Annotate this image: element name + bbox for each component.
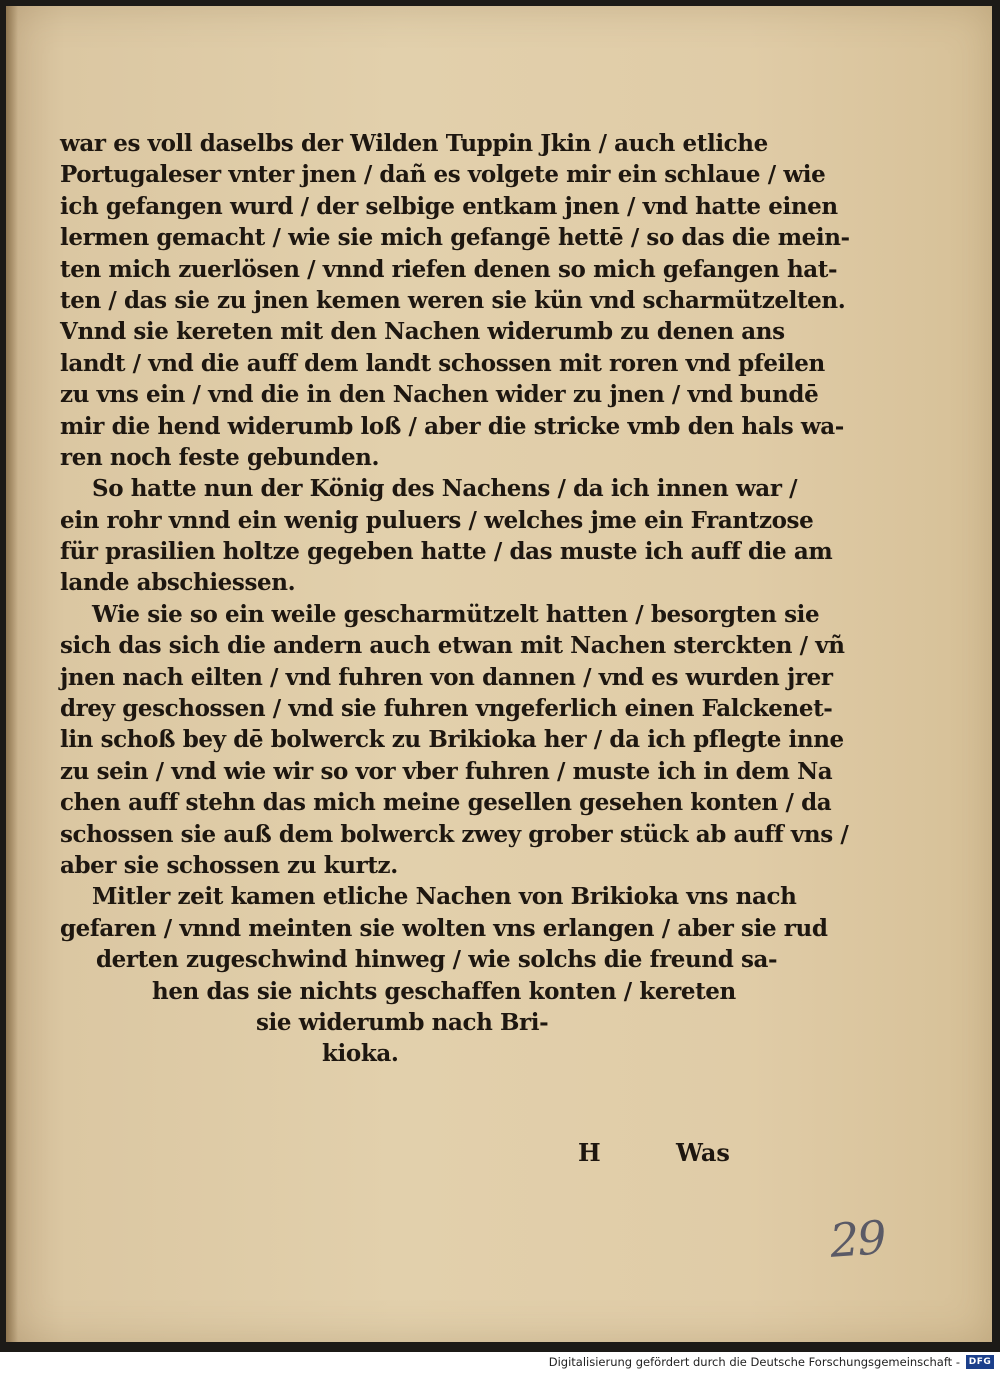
text-line: landt / vnd die auff dem landt schossen mit roren vnd pfeilen: [60, 349, 825, 377]
text-line: war es voll daselbs der Wilden Tuppin Jkin / auch etliche: [60, 130, 768, 157]
tapered-line: derten zugeschwind hinweg / wie solchs die freund sa-: [96, 946, 778, 974]
handwritten-folio-number: 29: [828, 1210, 887, 1268]
text-line: ich gefangen wurd / der selbige entkam jnen / vnd hatte einen: [60, 192, 838, 220]
text-line: jnen nach eilten / vnd fuhren von dannen / vnd es wurden jrer: [60, 663, 833, 691]
text-line: für prasilien holtze gegeben hatte / das muste ich auff die am: [60, 538, 833, 566]
tapered-line: sie widerumb nach Bri-: [256, 1008, 549, 1036]
text-line: ein rohr vnnd ein wenig puluers / welches jme ein Frantzose: [60, 506, 814, 534]
text-line: aber sie schossen zu kurtz.: [60, 851, 398, 879]
text-line: drey geschossen / vnd sie fuhren vngeferlich einen Falckenet-: [60, 695, 833, 723]
paragraph-start-line: So hatte nun der König des Nachens / da ich innen war /: [92, 475, 798, 503]
text-line: ren noch feste gebunden.: [60, 443, 380, 471]
text-line: sich das sich die andern auch etwan mit Nachen sterckten / vñ: [60, 632, 845, 660]
tapered-line: hen das sie nichts geschaffen konten / kereten: [152, 977, 736, 1005]
text-line: Portugaleser vnter jnen / dañ es volgete mir ein schlaue / wie: [60, 161, 826, 189]
funding-credit: Digitalisierung gefördert durch die Deutsche Forschungsgemeinschaft -: [548, 1355, 960, 1369]
text-line: ten / das sie zu jnen kemen weren sie kün vnd scharmützelten.: [60, 286, 846, 314]
text-line: zu vns ein / vnd die in den Nachen wider zu jnen / vnd bundē: [60, 381, 819, 409]
text-line: schossen sie auß dem bolwerck zwey grober stück ab auff vns /: [60, 820, 849, 848]
page-gutter-shadow: [6, 6, 18, 1342]
text-line: lermen gemacht / wie sie mich gefangē hettē / so das die mein-: [60, 224, 850, 252]
text-line: gefaren / vnnd meinten sie wolten vns erlangen / aber sie rud: [60, 914, 828, 942]
text-line: zu sein / vnd wie wir so vor vber fuhren / muste ich in dem Na: [60, 757, 833, 785]
paragraph-start-line: Mitler zeit kamen etliche Nachen von Brikioka vns nach: [92, 883, 797, 911]
paragraph-start-line: Wie sie so ein weile gescharmützelt hatten / besorgten sie: [92, 600, 820, 628]
credit-bar: [0, 1352, 1000, 1373]
text-line: lande abschiessen.: [60, 569, 296, 597]
signature-mark: H: [578, 1138, 601, 1167]
tapered-line: kioka.: [322, 1040, 399, 1068]
dfg-logo[interactable]: DFG: [966, 1355, 994, 1369]
page-text: [60, 128, 850, 1070]
text-line: lin schoß bey dē bolwerck zu Brikioka her / da ich pflegte inne: [60, 726, 844, 754]
text-line: ten mich zuerlösen / vnnd riefen denen so mich gefangen hat-: [60, 255, 838, 283]
text-line: chen auff stehn das mich meine gesellen gesehen konten / da: [60, 789, 832, 817]
text-line: mir die hend widerumb loß / aber die stricke vmb den hals wa-: [60, 412, 844, 440]
catchword: Was: [676, 1138, 730, 1167]
text-line: Vnnd sie kereten mit den Nachen widerumb zu denen ans: [60, 318, 785, 346]
